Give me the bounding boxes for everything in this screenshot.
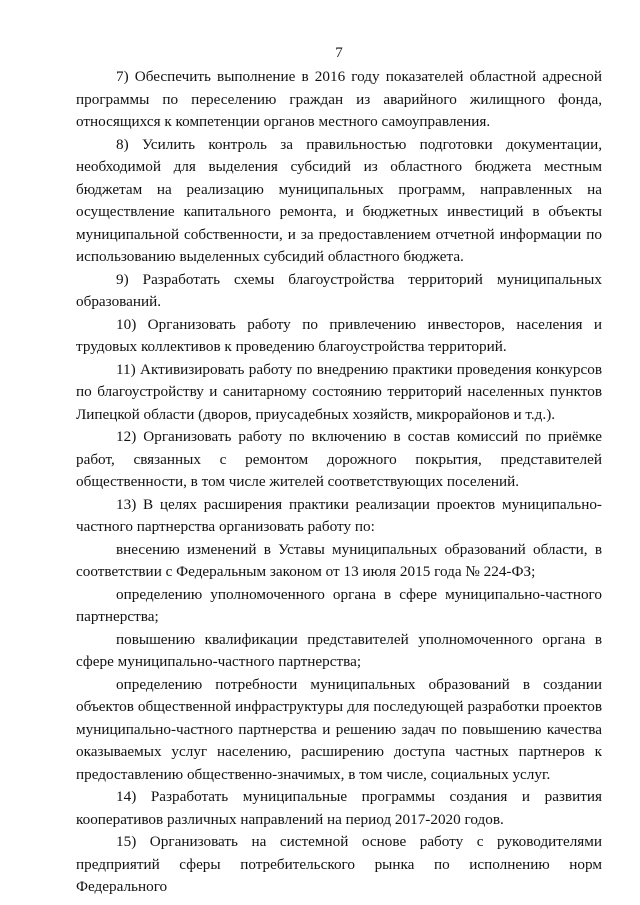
paragraph-item-15: 15) Организовать на системной основе работу с руководителями предприятий сферы потребительского рынка по исполнению норм Федерального: [76, 833, 602, 895]
paragraph-item-8: 8) Усилить контроль за правильностью подготовки документации, необходимой для выделения субсидий из областного бюджета местным бюджетам на реализацию муниципальных программ, направленных на осуществление капитального ремонта, и бюджетных инвестиций в объекты муниципальной собственности, и за предоставлением отчетной информации по использованию выделенных субсидий областного бюджета.: [76, 135, 602, 265]
subitem-authorized-body: определению уполномоченного органа в сфере муниципально-частного партнерства;: [76, 585, 602, 625]
paragraph-item-10: 10) Организовать работу по привлечению инвесторов, населения и трудовых коллективов к проведению благоустройства территорий.: [76, 315, 602, 355]
paragraph-item-11: 11) Активизировать работу по внедрению практики проведения конкурсов по благоустройству и санитарному состоянию территорий населенных пунктов Липецкой области (дворов, приусадебных хозяйств, микрорайонов и т.д.).: [76, 360, 602, 423]
paragraph-item-7: 7) Обеспечить выполнение в 2016 году показателей областной адресной программы по переселению граждан из аварийного жилищного фонда, относящихся к компетенции органов местного самоуправления.: [76, 68, 602, 130]
paragraph-item-12: 12) Организовать работу по включению в состав комиссий по приёмке работ, связанных с ремонтом дорожного покрытия, представителей общественности, в том числе жителей соответствующих поселений.: [76, 428, 602, 490]
page-number: 7: [335, 45, 343, 61]
paragraph-item-13: 13) В целях расширения практики реализации проектов муниципально-частного партнерства организовать работу по:: [76, 495, 602, 535]
paragraph-item-14: 14) Разработать муниципальные программы создания и развития кооперативов различных направлений на период 2017-2020 годов.: [76, 788, 602, 828]
subitem-charter-amendments: внесению изменений в Уставы муниципальных образований области, в соответствии с Федеральным законом от 13 июля 2015 года № 224-ФЗ;: [76, 540, 602, 580]
subitem-infrastructure-needs: определению потребности муниципальных образований в создании объектов общественной инфраструктуры для последующей разработки проектов муниципально-частного партнерства и решению задач по повышению качества оказываемых услуг населению, расширению доступа частных партнеров к предоставлению общественно-значимых, в том числе, социальных услуг.: [76, 675, 602, 783]
subitem-qualification: повышению квалификации представителей уполномоченного органа в сфере муниципально-частного партнерства;: [76, 630, 602, 670]
paragraph-item-9: 9) Разработать схемы благоустройства территорий муниципальных образований.: [76, 270, 602, 310]
